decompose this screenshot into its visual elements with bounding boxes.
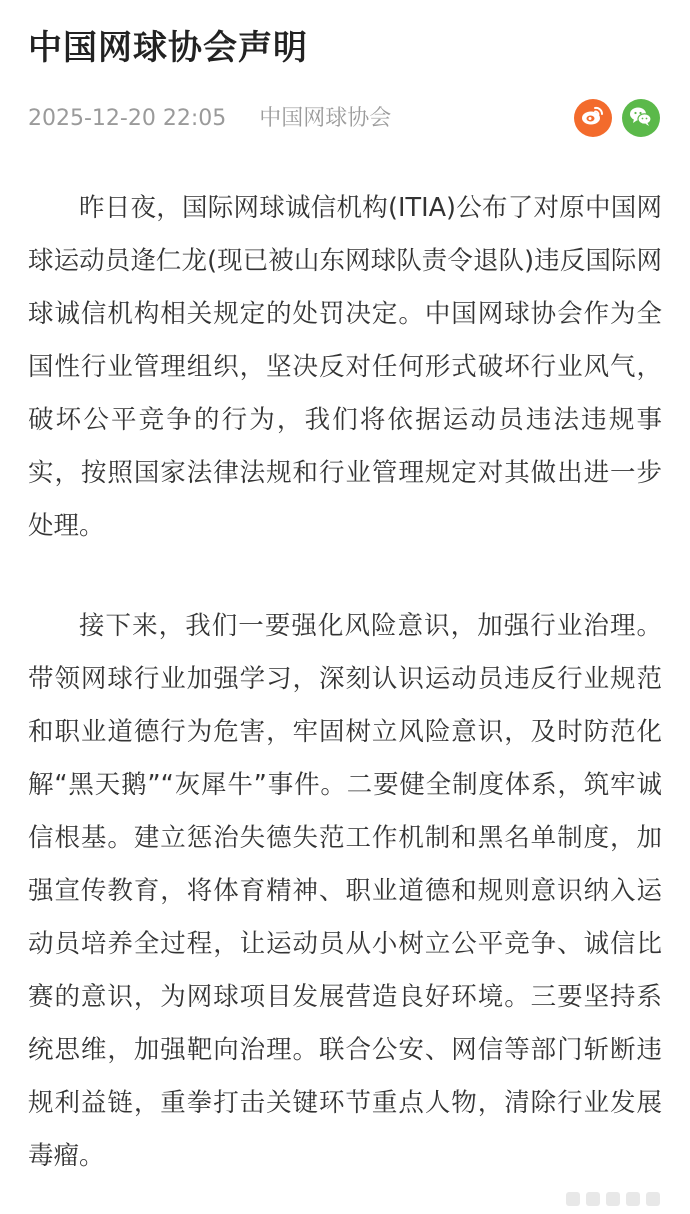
publish-date: 2025-12-20 22:05: [28, 106, 227, 131]
weibo-share-button[interactable]: [574, 99, 612, 137]
paragraph: 昨日夜，国际网球诚信机构(ITIA)公布了对原中国网球运动员逄仁龙(现已被山东网球队责令退队)违反国际网球诚信机构相关规定的处罚决定。中国网球协会作为全国性行业管理组织，坚决反对任何形式破坏行业风气，破坏公平竞争的行为，我们将依据运动员违法违规事实，按照国家法律法规和行业管理规定对其做出进一步处理。: [28, 193, 662, 541]
wechat-share-button[interactable]: [622, 99, 660, 137]
article-body: [28, 182, 662, 1183]
source-name: 中国网球协会: [259, 106, 392, 131]
wechat-icon: [628, 103, 654, 133]
share-bar: [574, 99, 660, 137]
article-meta: [28, 100, 391, 138]
page-title: 中国网球协会声明: [28, 28, 308, 68]
weibo-icon: [580, 103, 606, 133]
paragraph: 接下来，我们一要强化风险意识，加强行业治理。带领网球行业加强学习，深刻认识运动员违反行业规范和职业道德行为危害，牢固树立风险意识，及时防范化解“黑天鹅”“灰犀牛”事件。二要健全制度体系，筑牢诚信根基。建立惩治失德失范工作机制和黑名单制度，加强宣传教育，将体育精神、职业道德和规则意识纳入运动员培养全过程，让运动员从小树立公平竞争、诚信比赛的意识，为网球项目发展营造良好环境。三要坚持系统思维，加强靶向治理。联合公安、网信等部门斩断违规利益链，重拳打击关键环节重点人物，清除行业发展毒瘤。: [28, 611, 662, 1171]
watermark: [566, 1188, 676, 1210]
